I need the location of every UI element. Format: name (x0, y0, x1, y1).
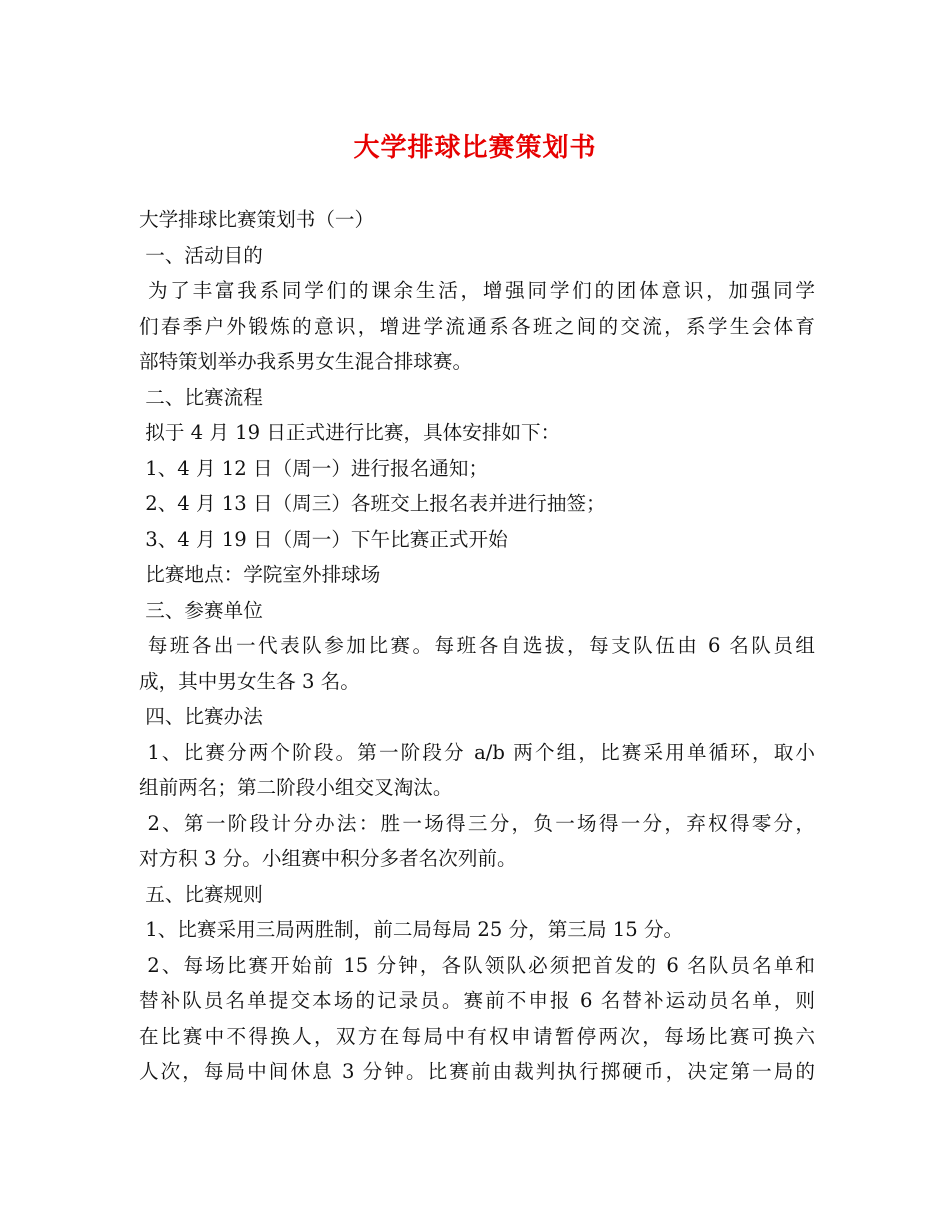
body-line: 人次，每局中间休息 3 分钟。比赛前由裁判执行掷硬币，决定第一局的 (139, 1060, 815, 1083)
body-line: 每班各出一代表队参加比赛。每班各自选拔，每支队伍由 6 名队员组 (139, 634, 815, 657)
body-line: 部特策划举办我系男女生混合排球赛。 (139, 350, 473, 373)
body-line: 大学排球比赛策划书（一） (139, 208, 375, 231)
body-line: 对方积 3 分。小组赛中积分多者名次列前。 (139, 847, 517, 870)
body-line: 组前两名；第二阶段小组交叉淘汰。 (139, 776, 453, 799)
body-line: 替补队员名单提交本场的记录员。赛前不申报 6 名替补运动员名单，则 (139, 989, 815, 1012)
section-heading: 一、活动目的 (139, 243, 263, 267)
body-line: 1、比赛采用三局两胜制，前二局每局 25 分，第三局 15 分。 (139, 918, 684, 941)
document-body (139, 202, 815, 1090)
document-title: 大学排球比赛策划书 (353, 133, 597, 163)
body-line: 拟于 4 月 19 日正式进行比赛，具体安排如下： (139, 421, 561, 444)
body-line: 在比赛中不得换人，双方在每局中有权申请暂停两次，每场比赛可换六 (139, 1024, 815, 1048)
body-line: 们春季户外锻炼的意识，增进学流通系各班之间的交流，系学生会体育 (139, 314, 815, 338)
section-heading: 三、参赛单位 (139, 598, 263, 622)
section-heading: 五、比赛规则 (139, 882, 263, 906)
body-line: 为了丰富我系同学们的课余生活，增强同学们的团体意识，加强同学 (139, 279, 815, 302)
body-line: 2、每场比赛开始前 15 分钟，各队领队必须把首发的 6 名队员名单和 (139, 953, 815, 977)
body-line: 2、第一阶段计分办法：胜一场得三分，负一场得一分，弃权得零分， (139, 811, 815, 835)
body-line: 1、比赛分两个阶段。第一阶段分 a/b 两个组，比赛采用单循环，取小 (139, 740, 815, 764)
section-heading: 四、比赛办法 (139, 705, 263, 728)
section-heading: 二、比赛流程 (139, 385, 263, 409)
body-line: 2、4 月 13 日（周三）各班交上报名表并进行抽签； (139, 492, 606, 515)
body-line: 3、4 月 19 日（周一）下午比赛正式开始 (139, 527, 508, 551)
body-line: 1、4 月 12 日（周一）进行报名通知； (139, 456, 489, 480)
body-line: 成，其中男女生各 3 名。 (139, 669, 360, 693)
body-line: 比赛地点：学院室外排球场 (139, 563, 381, 586)
